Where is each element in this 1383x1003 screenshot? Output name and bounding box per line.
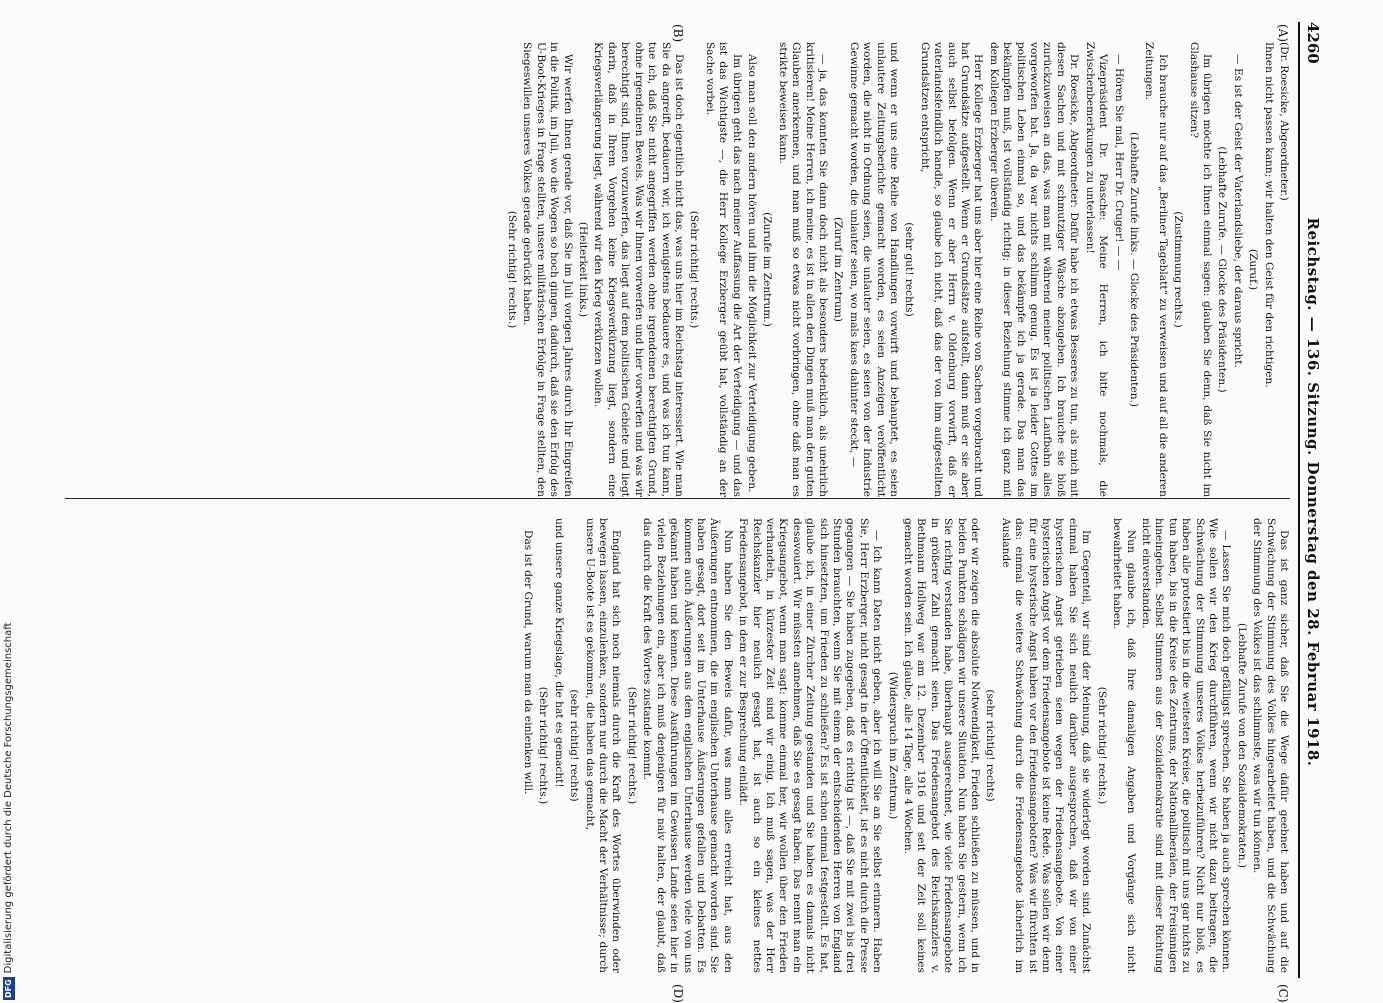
- interjection: (Lebhafte Zurufe. — Glocke des Präsidenten.): [1216, 146, 1229, 393]
- interjection: (Zurufe im Zentrum.): [761, 212, 774, 327]
- interjection: (Zuruf.): [1247, 248, 1260, 291]
- text-paragraph: — Lassen Sie mich doch gefälligst sprechen. Sie haben ja auch sprechen können. Wie sollen wir den Krieg durchführen, wenn wir nicht dazu beitragen, die Schwächung der Stimmung unseres Volkes herbeizuführen? Nicht nur bloß, es haben alle protestiert bis in die weitesten Kreise, die politisch mit uns gar nichts zu tun haben, bis in die Kreise des Zentrums, der Nationalliberalen, der Freisinnigen hineingeben. Selbst Stimmen aus der Sozialdemokratie sind mit dieser Richtung nicht einverstanden.: [1139, 518, 1233, 973]
- text-paragraph: Im übrigen möchte ich Ihnen einmal sagen: glauben Sie denn, daß Sie nicht im Glashause sitzen?: [1187, 42, 1213, 497]
- interjection: (Heiterkeit links.): [577, 221, 590, 318]
- margin-marker-d: (D): [671, 984, 685, 1003]
- interjection: (Sehr richtig! rechts.): [506, 210, 519, 329]
- page-number: 4260: [1304, 22, 1322, 64]
- text-paragraph: Im übrigen geht das nach meiner Auffassung die Art der Verteidigung — und das ist das Wichtigste —, die Herr Kollege Erzberger geübt hat, vollständig an der Sache vorbei.: [703, 42, 743, 497]
- text-paragraph: — Es ist der Geist der Vaterlandsliebe, der daraus spricht.: [1231, 54, 1244, 368]
- left-text-column: [65, 42, 1290, 497]
- interjection: (Zuruf im Zentrum): [832, 216, 845, 323]
- text-paragraph: — Hören Sie mal, Herr Dr. Cruger! — —: [1112, 54, 1125, 271]
- text-paragraph: und wenn er uns eine Reihe von Handlungen vorwirft und behauptet, es seien unlautere Zeitungsberichte gemacht worden, es seien Anzeigen veröffentlicht worden, die nicht in Ordnung seien, die unlauter seien, es seien von der Industrie Gewinne gemacht worden, die unlauter seien, wo mals kaes dahinter steckt, —: [847, 42, 901, 497]
- text-paragraph: Das ist der Grund, warum man da einlenken will.: [522, 530, 535, 795]
- text-paragraph: — Ich kann Daten nicht geben, aber ich will Sie an Sie selbst erinnern. Haben Sie, Herr Erzberger, nicht gesagt in der Öffentlichkeit, ist es nicht durch die Presse gegangen — Sie haben zugegeben, daß es richtig ist —, daß Sie mit zwei bis drei Stunden brauchten, wenn Sie mit einem der entscheidenden Herren von England sich hinsetzten, um Frieden zu schließen? Es ist schon einmal festgestellt. Es hat, glaube ich, in einer Zürcher Zeitung gestanden und Sie haben es damals nicht desavouiert. Wir müssten annehmen, daß Sie es gesagt haben. Das nennt man ein Kriegsangebot, wenn man sagt: komme einmal her, wir wollen über den Frieden verhandeln, in kürzester Zeit sind wir einig. Ich muß sagen, was der Herr Reichskanzler hier neulich gesagt hat, ist auch so ein kleines nettes Friedensangebot, in dem er zur Besprechung einlädt.: [737, 518, 884, 973]
- text-paragraph: (Dr. Roesicke, Abgeordneter.): [1278, 42, 1290, 201]
- interjection: (Lebhafte Zurufe links. — Glocke des Präsidenten.): [1127, 131, 1140, 408]
- interjection: (Widerspruch im Zentrum.): [886, 671, 899, 820]
- text-paragraph: Das ist doch eigentlich nicht das, was uns hier im Reichstag interessiert. Wie man Sie da angreift, bedauern wir, ich wenigstens bedauere es, und was ich tun kann, tue ich, daß Sie nicht angegriffen werden ohne irgendeinen berechtigten Grund, ohne irgendeinen Beweis. Was wir Ihnen vorwerfen und hier vorwerfen und was wir berechtigt sind, Ihnen vorzuwerfen, das liegt auf dem politischen Gebiete und liegt darin, daß in Ihrem Vorgehen keine Kriegsverkürzung liegt, sondern eine Kriegsverlängerung liegt, während wir den Krieg verkürzen wollen.: [592, 42, 685, 497]
- interjection: (Sehr richtig! rechts.): [537, 686, 550, 805]
- text-paragraph: Also man soll den andern hören und ihm die Möglichkeit zur Verteidigung geben.: [745, 54, 758, 493]
- text-paragraph: Im Gegenteil, wir sind der Meinung, daß sie widerlegt worden sind. Zunächst einmal haben Sie sich neulich darüber ausgesprochen, daß wir von einer hysterischen Angst getrieben seien wegen der Friedensangebote. Von einer hysterischen Angst vor dem Friedensangebote ist keine Rede. Was sollen wir denn für eine hysterische Angst haben vor den Friedensangeboten? Was wir fürchten ist das: einmal die weitere Schwächung durch die Friedensangebote lächerlich im Auslande: [999, 518, 1093, 973]
- dfg-logo: DFG: [4, 979, 13, 998]
- interjection: (Lebhafte Zurufe von den Sozialdemokraten.): [1235, 622, 1248, 869]
- text-paragraph: Wir werfen Ihnen gerade vor, daß Sie im Juli vorigen Jahres durch Ihr Eingreifen in die Politik, im Juli, wo die Wogen so hoch gingen, dadurch, daß sie den Erfolg des U-Boot-Krieges in Frage stellten, unsere militärischen Erfolge in Frage stellten, den Siegeswillen unseres Volkes gerade gebrückt haben.: [521, 42, 574, 497]
- text-paragraph: Nun haben Sie den Beweis dafür, was man alles erreicht hat, aus den Äußerungen entnommen, die im englischen Unterhause gemacht worden sind. Sie haben gesagt, dort seit im Unterhause Äußerungen gefallen und Debatten. Es kommen auch Äußerungen aus dem englischen Unterhause werden viele von uns gekannt haben und kennen. Diese Ausführungen im Gewissen Lande seien hier in vielen Beziehungen ein, aber ich muß denjenigen für naiv halten, der glaubt, daß das durch die Kraft des Wortes zustande kommt.: [641, 518, 734, 973]
- text-paragraph: Das ist ganz sicher, daß Sie die Wege dafür geebnet haben und auf die Schwächung der Stimmung des Volkes hingearbeitet haben, und die Schwächung der Stimmung des Volkes ist das schlimmste, was wir tun können.: [1251, 518, 1290, 973]
- interjection: (Sehr richtig! rechts.): [1095, 686, 1108, 805]
- text-paragraph: Dr. Roesicke, Abgeordneter: Dafür habe ich etwas Besseres zu tun, als mich mit diesen Sachen und mit schmutziger Wäsche abzugeben. Ich brauche sie bloß zurückzuweisen an das, was man mit während meiner politischen Laufbahn alles vorgeworfen hat. Ja, da war nichts schlimm genug. Es ist ja leider Gottes im politischen Leben einmal so, und das bekämpfe ich ja gerade. Das man das bekämpfen muß, ist vollständig richtig; in dieser Beziehung stimme ich ganz mit dem Kollegen Erzberger überein.: [987, 42, 1081, 497]
- margin-marker-a: (A): [1276, 24, 1290, 43]
- page-header: [1298, 22, 1324, 978]
- text-paragraph: Herr Kollege Erzberger hat uns aber hier eine Reihe von Sachen vorgebracht und hat Grundsätze aufgestellt. Wenn er Grundsätze aufstellt, dann muß er sie aber auch selbst befolgen. Wenn er aber Herrn v. Oldenburg vorwirft, daß er vaterlandsfeindlich handle, so glaube ich nicht, daß das der von ihm aufgestellten Grundsätzen entspricht,: [918, 42, 985, 497]
- text-paragraph: Ich brauche nur auf das „Berliner Tageblatt“ zu verweisen und auf all die anderen Zeitungen.: [1143, 42, 1169, 497]
- text-paragraph: Vizepräsident Dr. Paasche: Meine Herren, ich bitte nochmals, die Zwischenbemerkungen zu unterlassen!: [1083, 42, 1110, 497]
- text-paragraph: England hat sich noch niemals durch die Kraft des Wortes überwinden oder bewegen lassen, einzulenken, sondern nur durch die Macht der Verhältnisse; durch unsere U-Boote ist es gekommen, die haben das gemacht,: [583, 518, 623, 973]
- interjection: (sehr richtig! rechts): [568, 689, 581, 802]
- text-paragraph: oder wir zeigen die absolute Notwendigkeit, Frieden schließen zu müssen, und in beiden Punkten schädigen wir unsere Situation. Nun haben Sie gestern, wenn ich Sie richtig verstanden habe, überhaupt ausgerechnet, wie viele Friedensangebote in größerer Zahl gemacht seien. Das Friedensangebot des Reichskanzlers v. Bethmann Hollweg war am 12. Dezember 1916 und seit der Zeit soll keines gemacht worden sein. Ich glaube, alle 14 Tage, alle 4 Wochen.: [902, 518, 982, 973]
- digitization-text: Digitalisierung gefördert durch die Deutsche Forschungsgemeinschaft: [3, 622, 14, 974]
- margin-marker-b: (B): [671, 24, 685, 43]
- interjection: (Zustimmung rechts.): [1172, 211, 1185, 328]
- interjection: (sehr gut! rechts): [903, 222, 916, 317]
- text-paragraph: und unsere ganze Kriegslage, die hat es gemacht!: [552, 518, 565, 788]
- interjection: (Sehr richtig! rechts.): [625, 686, 638, 805]
- right-text-column: [65, 518, 1290, 973]
- text-paragraph: Ihnen nicht passen kann; wir halten den Geist für den richtigen.: [1262, 42, 1275, 388]
- column-divider: [65, 498, 1290, 499]
- page-running-title: Reichstag. — 136. Sitzung. Donnerstag den 28. Februar 1918.: [1304, 217, 1322, 767]
- text-paragraph: Nun glaube ich, daß Ihre damaligen Angaben und Vorgänge sich nicht bewahrheitet haben.: [1111, 518, 1137, 973]
- text-paragraph: — ja, das konnten Sie dann doch nicht als besonders bedenklich, als unehrlich kritisieren! Meine Herren, ich meine, es ist in allen den Dingen muß man den guten Glauben anerkennen, und man muß so etwas nicht vorbringen, ohne daß man es strikte beweisen kann.: [776, 42, 829, 497]
- margin-marker-c: (C): [1276, 984, 1290, 1003]
- interjection: (sehr richtig! rechts): [984, 689, 997, 802]
- digitization-note: [0, 600, 18, 1000]
- interjection: (Sehr richtig! rechts.): [688, 210, 701, 329]
